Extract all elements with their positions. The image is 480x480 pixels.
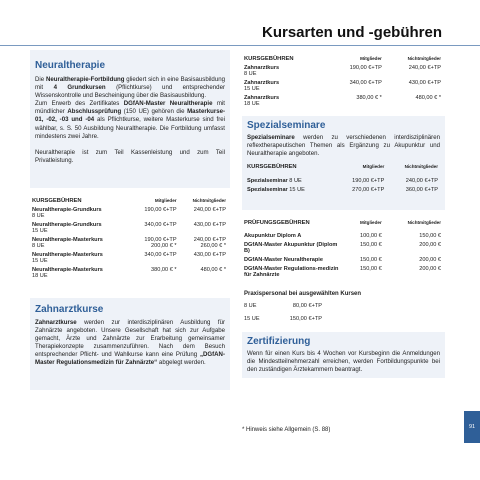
zahnarztkurse-text — [35, 319, 225, 368]
course-name — [247, 178, 335, 187]
neuraltherapie-intro — [35, 76, 225, 100]
course-title: Spezialseminar — [247, 178, 288, 185]
zahnarzt-fees — [242, 50, 445, 110]
text-run: Die — [35, 76, 46, 83]
price-nonmember: 430,00 €+TP — [408, 80, 441, 86]
course-ue: 8 UE — [244, 303, 257, 309]
text-run-bold: Neuraltherapie-Fortbildung — [45, 76, 125, 83]
text-run: Zum Erwerb des Zertifikates — [35, 100, 124, 108]
praxispersonal-table — [244, 303, 324, 322]
text-run: gliedert sich in eine Basisausbildung mit — [35, 76, 225, 92]
col-mitglieder: Mitglieder — [362, 164, 385, 170]
text-run-bold: Spezialseminare — [247, 134, 295, 141]
col-mitglieder: Mitglieder — [360, 220, 382, 225]
praxispersonal-section — [242, 281, 445, 322]
text-run: werden zur interdisziplinären Ausbildung für Zahnärzte angeboten. Unsere Gesellschaft hat sich zur Aufgabe gemacht, Ärzte und Zahnärzte zur Erarbeitung gemeinsamer Therapiekonzepte zusammenzuführen. Nach dem Besuch entsprechender Pflicht- und Wahlkurse kann eine Prüfung — [35, 319, 225, 359]
course-ue: 8 UE — [289, 178, 302, 185]
spezialseminare-section — [242, 116, 445, 210]
price-nonmember — [179, 237, 228, 252]
col-mitglieder: Mitglieder — [154, 198, 177, 203]
col-nichtmitglieder: Nichtmitglieder — [192, 198, 226, 203]
page-number: 91 — [468, 424, 476, 430]
course-title: Neuraltherapie-Masterkurs — [32, 237, 103, 243]
course-name — [244, 65, 327, 80]
spezialseminar-fee-table — [247, 164, 440, 196]
spezialseminare-text — [247, 134, 440, 158]
fee-table-header — [244, 56, 443, 65]
price-member-tp: 190,00 €+TP — [144, 237, 177, 243]
course-name — [247, 187, 335, 196]
course-name — [32, 222, 131, 237]
course-name — [32, 252, 131, 267]
price-member: 190,00 €+TP — [144, 207, 177, 213]
text-run-bold: Zahnarztkurse — [35, 319, 77, 326]
price-nonmember: 200,00 € — [419, 257, 441, 263]
text-run: als Pflichtkurse, weitere Masterkurse sind frei wählbar, s. S. 50 Ausbildung Neuraltherapie. Die Fortbildung umfasst mindestens zwei Jahre. — [35, 116, 225, 140]
course-title: Spezialseminar — [247, 187, 288, 194]
text-run: werden zu verschiedenen interdisziplinären reflextherapeutischen Themen als Ergänzung zu Akupunktur und Neuraltherapie angeboten. — [247, 134, 440, 158]
course-title: Zahnarztkurs — [244, 80, 280, 86]
price-member: 150,00 € — [359, 242, 382, 248]
price-member: 100,00 € — [359, 233, 382, 239]
table-row — [32, 267, 228, 282]
zertifizierung-heading: Zertifizierung — [247, 336, 311, 347]
price-member: 340,00 €+TP — [349, 80, 382, 86]
price-member: 340,00 €+TP — [144, 222, 177, 228]
price-nonmember: 240,00 €+TP — [193, 207, 226, 213]
exam-name: DGfAN-Master Akupunktur (Diplom B) — [244, 242, 338, 254]
text-run: abgelegt werden. — [157, 359, 206, 367]
text-run-bold: Abschlussprüfung — [67, 108, 122, 116]
col-kursgebuehren: KURSGEBÜHREN — [32, 198, 82, 204]
price-member: 270,00 €+TP — [352, 187, 385, 194]
neuraltherapie-kasse-text: Neuraltherapie ist zum Teil Kassenleistung und zum Teil Privatleistung. — [35, 148, 225, 164]
col-nichtmitglieder: Nichtmitglieder — [407, 56, 441, 61]
left-column — [30, 50, 230, 390]
text-run: (150 UE) gehören die — [121, 108, 188, 116]
price-member: 380,00 € * — [151, 267, 177, 273]
table-row — [244, 65, 443, 80]
price-member: 80,00 €+TP — [292, 303, 322, 309]
price-nonmember-tp: 240,00 €+TP — [193, 237, 226, 243]
exam-name: DGfAN-Master Regulations-medizin für Zahnärzte — [244, 266, 339, 278]
price-nonmember: 240,00 €+TP — [405, 178, 438, 185]
course-ue: 15 UE — [244, 86, 260, 92]
exam-name: Akupunktur Diplom A — [244, 233, 302, 239]
course-ue: 8 UE — [32, 243, 45, 249]
col-nichtmitglieder: Nichtmitglieder — [404, 164, 438, 170]
col-kursgebuehren: KURSGEBÜHREN — [244, 56, 294, 62]
price-nonmember: 240,00 €+TP — [408, 65, 441, 71]
text-run-bold: „DGfAN-Master Regulationsmedizin für Zahnärzte“ — [35, 351, 225, 367]
neuraltherapie-fee-table — [32, 198, 228, 282]
price-nonmember: 480,00 € * — [200, 267, 226, 273]
price-member: 150,00 € — [359, 266, 382, 272]
page-number-tab — [464, 411, 480, 443]
price-nonmember: 360,00 €+TP — [405, 187, 438, 194]
course-ue: 15 UE — [32, 258, 48, 264]
price-nonmember: 480,00 € * — [415, 95, 441, 101]
pruefungsgebuehren — [242, 210, 445, 281]
course-ue: 15 UE — [32, 228, 48, 234]
col-pruefungsgebuehren: PRÜFUNGSGEBÜHREN — [244, 220, 310, 226]
price-member: 380,00 € * — [356, 95, 382, 101]
price-member: 150,00 €+TP — [289, 316, 322, 322]
col-mitglieder: Mitglieder — [360, 56, 382, 61]
course-name — [32, 237, 131, 252]
price-member: 190,00 €+TP — [349, 65, 382, 71]
table-row — [247, 187, 440, 196]
course-name — [32, 207, 131, 222]
course-ue: 15 UE — [289, 187, 305, 194]
course-title: Neuraltherapie-Masterkurs — [32, 267, 103, 273]
course-title: Neuraltherapie-Masterkurs — [32, 252, 103, 258]
fee-table-header — [244, 220, 443, 233]
course-ue: 15 UE — [244, 316, 260, 322]
title-divider — [0, 45, 480, 46]
zertifizierung-section — [242, 332, 445, 378]
neuraltherapie-heading: Neuraltherapie — [35, 60, 106, 71]
pruefung-fee-table — [244, 220, 443, 281]
course-title: Zahnarztkurs — [244, 95, 280, 101]
course-ue: 18 UE — [244, 101, 260, 107]
course-name — [244, 80, 327, 95]
table-row — [244, 233, 443, 242]
price-nonmember-alt: 260,00 € * — [200, 243, 226, 249]
text-run-bold: Masterkurse-01, -02, -03 und -04 — [35, 108, 225, 124]
course-title: Zahnarztkurs — [244, 65, 280, 71]
price-nonmember: 200,00 € — [419, 266, 441, 272]
text-run-bold: DGfAN-Master Neuraltherapie — [123, 100, 213, 108]
table-row — [247, 178, 440, 187]
course-name — [244, 95, 327, 110]
zahnarzt-fee-table — [244, 56, 443, 110]
spezialseminare-heading: Spezialseminare — [247, 120, 326, 131]
course-title: Neuraltherapie-Grundkurs — [32, 222, 102, 228]
table-row — [244, 257, 443, 266]
table-row — [244, 316, 324, 322]
table-row — [244, 266, 443, 281]
course-ue: 18 UE — [32, 273, 48, 279]
price-nonmember: 430,00 €+TP — [193, 252, 226, 258]
course-ue: 8 UE — [32, 213, 45, 219]
text-run-bold: 4 Grundkursen — [53, 84, 106, 92]
price-member — [131, 237, 179, 252]
price-member: 150,00 € — [359, 257, 382, 263]
table-row — [32, 237, 228, 252]
zahnarztkurse-heading: Zahnarztkurse — [35, 304, 104, 315]
course-title: Neuraltherapie-Grundkurs — [32, 207, 102, 213]
right-column — [242, 50, 445, 378]
praxispersonal-heading: Praxispersonal bei ausgewählten Kursen — [244, 291, 362, 297]
col-kursgebuehren: KURSGEBÜHREN — [247, 164, 297, 171]
col-nichtmitglieder: Nichtmitglieder — [407, 220, 441, 225]
table-row — [244, 242, 443, 257]
zahnarztkurse-section — [30, 298, 230, 390]
table-row — [244, 95, 443, 110]
course-ue: 8 UE — [244, 71, 257, 77]
neuraltherapie-fees — [30, 188, 230, 282]
table-row — [244, 303, 324, 316]
price-nonmember: 430,00 €+TP — [193, 222, 226, 228]
price-nonmember: 200,00 € — [419, 242, 441, 248]
text-run: mit mündlicher — [35, 100, 225, 116]
text-run: (Pflichtkurse) und entsprechender Wissenskontrolle und Bescheinigung über die Basisausbildung. — [35, 84, 225, 100]
price-nonmember: 150,00 € — [419, 233, 441, 239]
table-row — [32, 222, 228, 237]
fee-table-header — [32, 198, 228, 207]
fee-table-header — [247, 164, 440, 178]
zertifizierung-text: Wenn für einen Kurs bis 4 Wochen vor Kursbeginn die Anmeldungen die Mindestteilnehmerzahl erreichen, werden Fortbildungspunkte bei den zuständigen Ärztekammern beantragt. — [247, 350, 440, 374]
neuraltherapie-section — [30, 50, 230, 188]
price-member-alt: 200,00 € * — [151, 243, 177, 249]
page-title: Kursarten und -gebühren — [261, 24, 442, 41]
price-member: 190,00 €+TP — [352, 178, 385, 185]
price-member: 340,00 €+TP — [144, 252, 177, 258]
table-row — [32, 252, 228, 267]
table-row — [32, 207, 228, 222]
exam-name: DGfAN-Master Neuraltherapie — [244, 257, 323, 263]
footnote: * Hinweis siehe Allgemein (S. 88) — [242, 427, 331, 433]
neuraltherapie-master-text — [35, 100, 225, 140]
table-row — [244, 80, 443, 95]
course-name — [32, 267, 131, 282]
